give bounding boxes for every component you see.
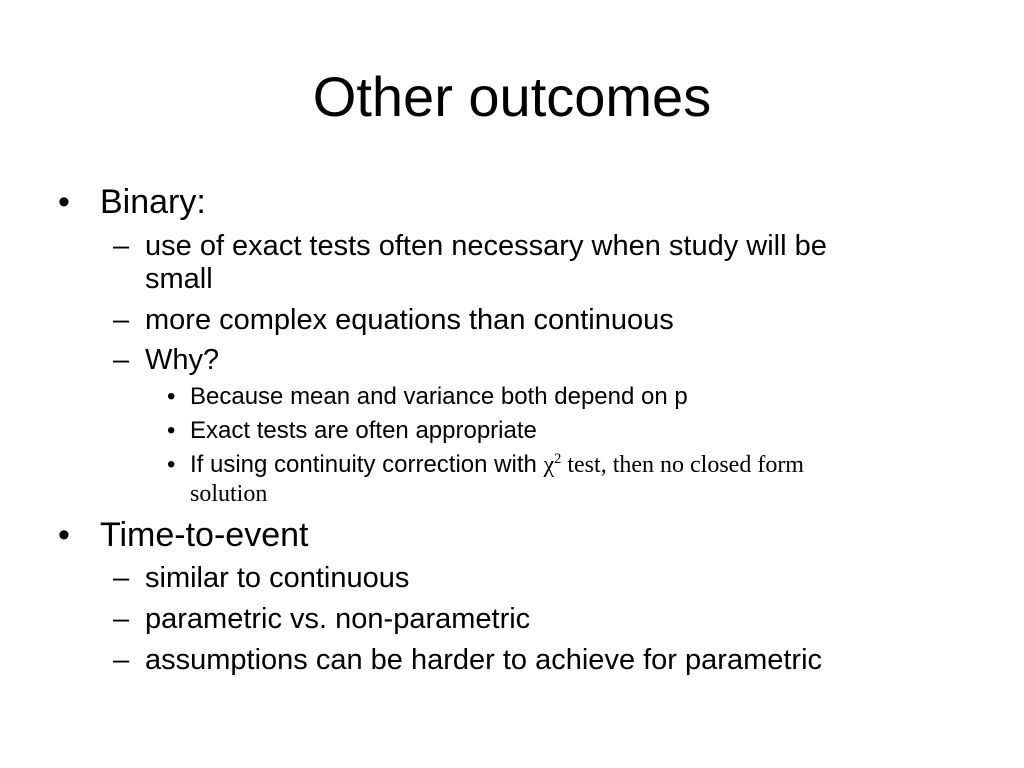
third-bullet-text: solution [190, 481, 268, 507]
bullet-text: Binary: [100, 183, 206, 221]
sub-bullet-text: small [145, 263, 213, 295]
third-bullet-text: Because mean and variance both depend on p [190, 383, 688, 410]
bullet-text: Time-to-event [100, 516, 309, 554]
sub-bullet-text: similar to continuous [145, 562, 410, 594]
sub-bullet-text: use of exact tests often necessary when study will be [145, 230, 827, 262]
dash-marker: – [113, 230, 130, 262]
closed-form-text: test, then no closed form [561, 452, 804, 478]
bullet-marker: • [167, 383, 176, 410]
sub-bullet-text: more complex equations than continuous [145, 304, 674, 336]
dash-marker: – [113, 603, 130, 635]
sub-bullet-text: Why? [145, 344, 220, 376]
chi-symbol: χ [543, 452, 555, 478]
continuity-correction-text: If using continuity correction with [190, 451, 544, 478]
sub-bullet-text: assumptions can be harder to achieve for parametric [145, 644, 823, 676]
bullet-marker: • [58, 516, 70, 554]
dash-marker: – [113, 344, 130, 376]
chi-superscript: 2 [554, 451, 562, 467]
bullet-marker: • [58, 183, 70, 221]
bullet-marker: • [167, 417, 176, 444]
slide-title: Other outcomes [312, 65, 712, 128]
bullet-marker: • [167, 451, 176, 478]
sub-bullet-text: parametric vs. non-parametric [145, 603, 531, 635]
third-bullet-text [190, 451, 804, 479]
dash-marker: – [113, 644, 130, 676]
third-bullet-text: Exact tests are often appropriate [190, 417, 537, 444]
dash-marker: – [113, 562, 130, 594]
dash-marker: – [113, 304, 130, 336]
